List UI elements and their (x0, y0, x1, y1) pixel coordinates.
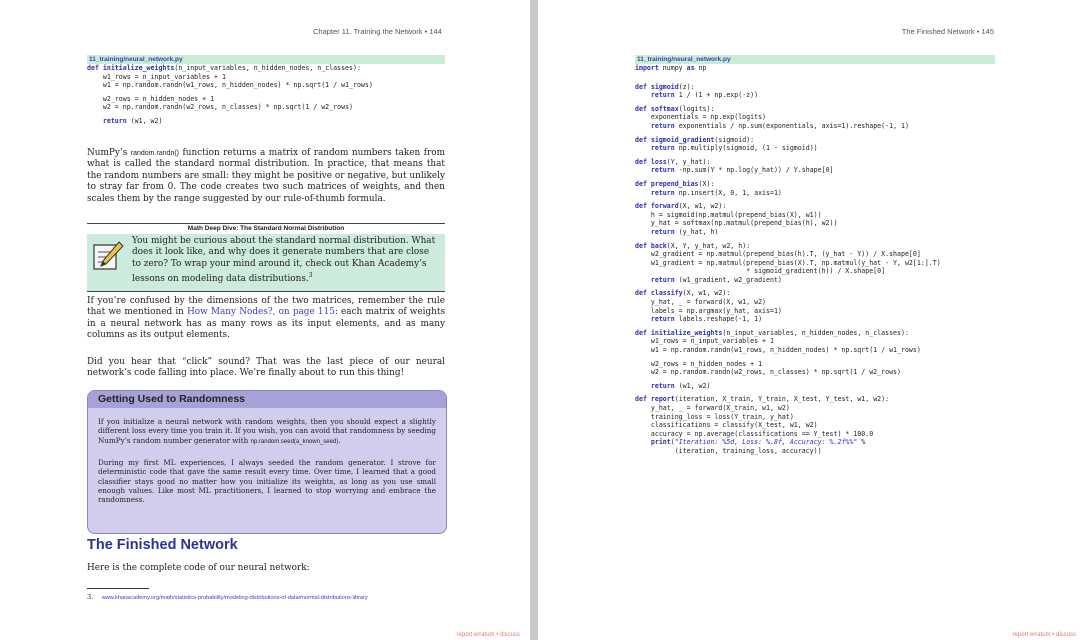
section-heading: The Finished Network (87, 537, 238, 553)
code-keyword: def (635, 241, 651, 250)
code-keyword: import (635, 64, 659, 72)
function-name: sigmoid_gradient (650, 135, 715, 144)
code-filename-link[interactable]: 11_training/neural_network.py (635, 55, 995, 64)
code-line (87, 73, 445, 82)
code-line (635, 289, 995, 298)
code-token: w2_rows = n_hidden_nodes + 1 (87, 94, 215, 103)
code-keyword: return (650, 166, 675, 175)
function-name: initialize_weights (102, 64, 175, 72)
code-token: y_hat, _ = forward(X_train, w1, w2) (635, 404, 790, 412)
left-page (0, 0, 530, 640)
code-token (87, 117, 103, 125)
math-deep-dive-sidebar (87, 234, 445, 292)
code-lines (87, 64, 445, 126)
code-line (635, 144, 995, 153)
code-token: (n_input_variables, n_hidden_nodes, n_classes): (722, 328, 909, 337)
code-token (635, 276, 651, 284)
code-token: numpy (658, 64, 687, 72)
code-token (635, 189, 651, 197)
code-keyword: return (650, 315, 675, 324)
report-erratum-link[interactable]: report erratum (456, 632, 495, 638)
code-line (635, 180, 995, 189)
code-keyword: return (650, 91, 675, 100)
paragraph: Did you hear that “click” sound? That was the last piece of our neural network’s code falling into place. We’re finally about to run this thing! (87, 357, 445, 379)
code-line (635, 360, 995, 369)
code-token: w1 = np.random.randn(w1_rows, n_hidden_nodes) * np.sqrt(1 / w1_rows) (635, 346, 921, 355)
code-token: np (694, 64, 707, 72)
cross-reference-link[interactable]: How Many Nodes?, on page 115 (187, 307, 335, 318)
code-line (635, 337, 995, 346)
code-token: (iteration, X_train, Y_train, X_test, Y_test, w1, w2): (674, 395, 890, 404)
code-token: (logits): (678, 104, 715, 113)
code-token: training_loss = loss(Y_train, y_hat) (635, 412, 794, 421)
code-line (635, 276, 995, 285)
code-line (635, 395, 995, 404)
paragraph-text: If you’re confused by the dimensions of the two matrices, remember the rule that we mentioned in (87, 296, 445, 318)
code-keyword: def (635, 328, 651, 337)
code-keyword: def (635, 135, 651, 144)
code-token: w1_rows = n_input_variables + 1 (635, 337, 774, 346)
code-keyword: def (635, 104, 651, 113)
code-keyword: as (686, 64, 695, 72)
code-line (635, 228, 995, 237)
running-head: Chapter 11. Training the Network • 144 (313, 27, 442, 36)
code-line (635, 430, 995, 439)
code-line (635, 219, 995, 228)
getting-used-to-randomness-aside (87, 390, 447, 534)
report-erratum-link[interactable]: report erratum (1012, 632, 1051, 638)
footnote-divider (87, 588, 149, 589)
aside-paragraph: If you initialize a neural network with random weights, then you should expect a slightly different loss every time you train it. If you wish, you can avoid that randomness by seeding NumPy’s random number generator with np.random.seed(a_known_seed). (98, 417, 436, 445)
code-keyword: return (650, 188, 675, 197)
function-name: classify (650, 289, 683, 298)
code-line (87, 64, 445, 73)
code-token: (w1, w2) (674, 381, 711, 390)
code-token (635, 166, 651, 174)
running-head: The Finished Network • 145 (901, 27, 994, 36)
code-token (635, 315, 651, 323)
code-token (635, 91, 651, 99)
code-keyword: def (87, 64, 103, 72)
code-line (635, 329, 995, 338)
function-name: loss (650, 157, 667, 166)
code-line (635, 158, 995, 167)
code-token: (z): (678, 82, 695, 91)
footnote (87, 593, 368, 601)
code-line (635, 91, 995, 100)
code-line (635, 202, 995, 211)
code-line (635, 122, 995, 131)
discuss-link[interactable]: discuss (499, 632, 520, 638)
code-token (635, 122, 651, 130)
code-token: w2_gradient = np.matmul(prepend_bias(h).T, (y_hat - Y)) / X.shape[0] (635, 250, 921, 259)
code-token: 1 / (1 + np.exp(-z)) (674, 91, 759, 100)
code-token: exponentials = np.exp(logits) (635, 113, 767, 122)
code-token: (X, w1, w2): (678, 202, 727, 211)
code-token: w2_rows = n_hidden_nodes + 1 (635, 359, 763, 368)
code-token (635, 382, 651, 390)
function-name: sigmoid (650, 82, 679, 91)
code-line (635, 438, 995, 447)
right-page (538, 0, 1080, 640)
code-keyword: def (635, 82, 651, 91)
code-filename-link[interactable]: 11_training/neural_network.py (87, 55, 445, 64)
code-line (635, 368, 995, 377)
code-line (635, 404, 995, 413)
code-block (635, 55, 995, 456)
function-name: softmax (650, 104, 679, 113)
paragraph-text: : each matrix of weights in a neural network has as many rows as its input elements, and as many columns as its output elements. (87, 307, 446, 341)
code-token: -np.sum(Y * np.log(y_hat)) / Y.shape[0] (674, 166, 834, 175)
code-line (87, 81, 445, 90)
code-token: classifications = classify(X_test, w1, w2) (635, 421, 818, 430)
footnote-number: 3. (87, 593, 94, 601)
code-token (635, 144, 651, 152)
code-line (635, 113, 995, 122)
notepad-pencil-icon (91, 240, 125, 272)
code-keyword: return (650, 381, 675, 390)
code-line (635, 136, 995, 145)
code-token: (X): (698, 179, 715, 188)
code-token: (iteration, training_loss, accuracy)) (635, 446, 822, 455)
code-token: * sigmoid_gradient(h)) / X.shape[0] (635, 267, 886, 276)
paragraph (87, 148, 445, 205)
paragraph-text: NumPy’s (87, 148, 131, 158)
aside-title: Getting Used to Randomness (88, 391, 446, 408)
code-line (635, 298, 995, 307)
code-keyword: def (635, 395, 651, 404)
code-line (635, 189, 995, 198)
page-footer: report erratum • discuss (1012, 632, 1076, 638)
code-line (635, 242, 995, 251)
inline-code: np.random.seed(a_known_seed) (250, 438, 339, 445)
code-line (635, 447, 995, 456)
code-keyword: return (650, 121, 675, 130)
code-keyword: def (635, 289, 651, 298)
code-token: ( (670, 438, 675, 447)
sidebar-text: You might be curious about the standard normal distribution. What does it look like, and why does it generate numbers that are close to zero? To wrap your mind around it, check out Khan Academy’s lessons on modeling data distributions.$^3$ (132, 236, 436, 285)
code-token: (y_hat, h) (674, 227, 719, 236)
code-line (635, 166, 995, 175)
code-token: (sigmoid): (714, 135, 755, 144)
code-token (635, 228, 651, 236)
code-token: w2 = np.random.randn(w2_rows, n_classes) * np.sqrt(1 / w2_rows) (635, 368, 901, 377)
inline-code: random.randn() (130, 150, 180, 157)
code-keyword: print (650, 438, 671, 447)
code-keyword: return (650, 227, 675, 236)
code-token: exponentials / np.sum(exponentials, axis=1).reshape(-1, 1) (674, 121, 909, 130)
code-token: w2 = np.random.randn(w2_rows, n_classes) * np.sqrt(1 / w2_rows) (87, 103, 353, 112)
aside-paragraph: During my first ML experiences, I always seeded the random generator. I strove for deterministic code that gave the same result every time. Over time, I learned that a good classifier stays good no matter how you initialize its weights, as long as you use small enough values. Like most ML practitioners, I learned to stop worrying and embrace the randomness. (98, 458, 436, 505)
code-keyword: def (635, 202, 651, 211)
code-line (635, 413, 995, 422)
sidebar-title: Math Deep Dive: The Standard Normal Distribution (87, 223, 445, 234)
code-token: labels.reshape(-1, 1) (674, 315, 763, 324)
code-token: np.insert(X, 0, 1, axis=1) (674, 188, 782, 197)
code-token: y_hat = softmax(np.matmul(prepend_bias(h), w2)) (635, 219, 838, 228)
code-token: (X, w1, w2): (682, 289, 731, 298)
paragraph-text: function returns a matrix of random numbers taken from what is called the standard normal distribution. In practice, that means that the random numbers are small: they might be positive or negative, but unlikely to stray far from 0. The code creates two such matrices of weights, and then scales them by the range suggested by our rule-of-thumb formula. (87, 148, 445, 204)
function-name: back (650, 241, 667, 250)
code-block (87, 55, 445, 126)
discuss-link[interactable]: discuss (1055, 632, 1076, 638)
footnote-marker[interactable]: 3 (308, 272, 313, 280)
code-line (635, 211, 995, 220)
code-token: % (857, 438, 866, 447)
function-name: initialize_weights (650, 328, 723, 337)
footnote-url-link[interactable]: www.khanacademy.org/math/statistics-probability/modeling-distributions-of-data#normal-distributions-library (101, 595, 368, 601)
code-line (635, 346, 995, 355)
code-keyword: return (650, 275, 675, 284)
code-token: labels = np.argmax(y_hat, axis=1) (635, 306, 782, 315)
code-line (635, 421, 995, 430)
page-footer: report erratum • discuss (456, 632, 520, 638)
code-line (635, 250, 995, 259)
code-line (635, 307, 995, 316)
code-token: y_hat, _ = forward(X, w1, w2) (635, 298, 767, 307)
code-keyword: def (635, 179, 651, 188)
code-line (635, 382, 995, 391)
code-keyword: return (650, 144, 675, 153)
paragraph (87, 296, 445, 342)
code-token: w1 = np.random.randn(w1_rows, n_hidden_nodes) * np.sqrt(1 / w1_rows) (87, 81, 373, 90)
code-token: accuracy = np.average(classifications == Y_test) * 100.0 (635, 429, 874, 438)
function-name: report (650, 395, 675, 404)
code-string: "Iteration: %5d, Loss: %.8f, Accuracy: %.2f%%" (674, 438, 858, 447)
code-token: w1_rows = n_input_variables + 1 (87, 72, 226, 81)
function-name: prepend_bias (650, 179, 699, 188)
code-line (635, 267, 995, 276)
code-lines (635, 64, 995, 456)
code-line (635, 83, 995, 92)
function-name: forward (650, 202, 679, 211)
code-token: (w1_gradient, w2_gradient) (674, 275, 782, 284)
code-line (635, 259, 995, 268)
code-line (635, 105, 995, 114)
code-keyword: def (635, 157, 651, 166)
code-token: (X, Y, y_hat, w2, h): (666, 241, 751, 250)
code-token: h = sigmoid(np.matmul(prepend_bias(X), w1)) (635, 210, 822, 219)
code-token: np.multiply(sigmoid, (1 - sigmoid)) (674, 144, 818, 153)
paragraph: Here is the complete code of our neural network: (87, 563, 310, 573)
code-line (87, 117, 445, 126)
code-keyword: return (102, 116, 127, 125)
code-token: (w1, w2) (126, 116, 163, 125)
code-line (87, 103, 445, 112)
code-token: (n_input_variables, n_hidden_nodes, n_classes): (174, 64, 361, 72)
code-line (87, 95, 445, 104)
code-token (635, 438, 651, 446)
code-line (635, 64, 995, 73)
code-token: (Y, y_hat): (666, 157, 711, 166)
code-token: w1_gradient = np.matmul(prepend_bias(X).T, np.matmul(y_hat - Y, w2[1:].T) (635, 258, 941, 267)
code-line (635, 315, 995, 324)
